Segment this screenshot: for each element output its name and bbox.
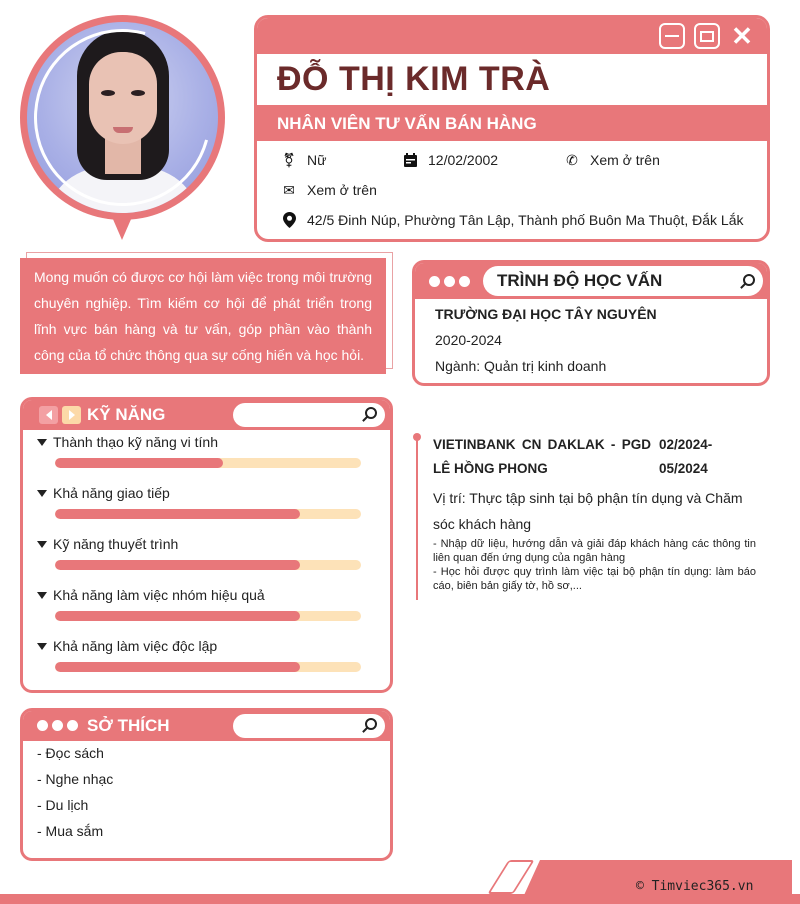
skill-label: Kỹ năng thuyết trình bbox=[53, 536, 179, 552]
hobby-item: - Nghe nhạc bbox=[37, 771, 114, 787]
email-value: Xem ở trên bbox=[307, 182, 377, 198]
hobbies-box bbox=[20, 708, 393, 861]
education-title-pill bbox=[483, 266, 763, 296]
education-titlebar bbox=[415, 263, 767, 299]
skill-bar-track bbox=[55, 458, 361, 468]
skill-bar-track bbox=[55, 509, 361, 519]
experience-date: 02/2024- 05/2024 bbox=[659, 437, 713, 476]
caret-down-icon bbox=[37, 541, 47, 548]
gender-row bbox=[281, 152, 326, 168]
window-dots bbox=[37, 720, 78, 731]
skill-bar-fill bbox=[55, 560, 300, 570]
hobbies-searchbar bbox=[233, 714, 385, 738]
skills-box bbox=[20, 397, 393, 693]
hobby-item: - Du lịch bbox=[37, 797, 89, 813]
hobbies-title: SỞ THÍCH bbox=[87, 716, 170, 735]
close-icon: ✕ bbox=[731, 20, 753, 51]
location-pin-icon bbox=[281, 212, 297, 228]
skill-label: Khả năng làm việc độc lập bbox=[53, 638, 218, 654]
caret-down-icon bbox=[37, 592, 47, 599]
skill-row bbox=[37, 434, 367, 450]
experience-company: VIETINBANK CN DAKLAK - PGD LÊ HỒNG PHONG bbox=[433, 437, 651, 476]
header-titlebar bbox=[257, 18, 767, 54]
skill-bar-fill bbox=[55, 509, 300, 519]
skill-row bbox=[37, 485, 367, 501]
objective-text: Mong muốn có được cơ hội làm việc trong môi trường chuyên nghiệp. Tìm kiếm cơ hội để phát triển trong lĩnh vực bán hàng và tư vấn, góp phần vào thành công của tổ chức thông qua sự cống hiến và học hỏi. bbox=[20, 258, 386, 374]
phone-row bbox=[564, 152, 660, 168]
skill-bar-track bbox=[55, 662, 361, 672]
birthday-value: 12/02/2002 bbox=[428, 152, 499, 168]
skills-title: KỸ NĂNG bbox=[87, 405, 166, 424]
caret-down-icon bbox=[37, 439, 47, 446]
experience-role: Vị trí: Thực tập sinh tại bộ phận tín dụng và Chăm sóc khách hàng bbox=[433, 490, 743, 532]
skill-bar-track bbox=[55, 611, 361, 621]
email-row bbox=[281, 182, 377, 198]
gender-icon: ⚧ bbox=[283, 151, 295, 168]
avatar-pin bbox=[109, 210, 135, 240]
arrow-right-icon bbox=[62, 406, 81, 424]
search-icon bbox=[743, 274, 755, 286]
skill-label: Khả năng giao tiếp bbox=[53, 485, 170, 501]
skill-row bbox=[37, 638, 367, 654]
education-school: TRƯỜNG ĐẠI HỌC TÂY NGUYÊN bbox=[435, 306, 657, 322]
skills-titlebar bbox=[23, 400, 390, 430]
education-major: Ngành: Quản trị kinh doanh bbox=[435, 358, 607, 374]
skill-item bbox=[37, 587, 367, 621]
skills-searchbar bbox=[233, 403, 385, 427]
footer-credit: © Timviec365.vn bbox=[636, 879, 754, 894]
phone-icon: ✆ bbox=[566, 151, 578, 168]
timeline-dot bbox=[413, 433, 421, 441]
address-row bbox=[281, 212, 744, 228]
candidate-name: ĐỖ THỊ KIM TRÀ bbox=[277, 60, 551, 98]
skill-row bbox=[37, 536, 367, 552]
skill-bar-fill bbox=[55, 662, 300, 672]
envelope-icon: ✉ bbox=[283, 181, 295, 198]
window-dots bbox=[429, 276, 470, 287]
search-icon bbox=[365, 718, 377, 730]
timeline-line bbox=[416, 437, 418, 600]
arrow-left-icon bbox=[39, 406, 58, 424]
education-title: TRÌNH ĐỘ HỌC VẤN bbox=[497, 271, 663, 290]
avatar-ring bbox=[2, 0, 244, 238]
caret-down-icon bbox=[37, 490, 47, 497]
skill-item bbox=[37, 536, 367, 570]
skill-row bbox=[37, 587, 367, 603]
education-years: 2020-2024 bbox=[435, 332, 502, 348]
job-title-bar bbox=[257, 105, 767, 141]
hobby-item: - Mua sắm bbox=[37, 823, 104, 839]
caret-down-icon bbox=[37, 643, 47, 650]
address-value: 42/5 Đinh Núp, Phường Tân Lập, Thành phố Buôn Ma Thuột, Đắk Lắk bbox=[307, 212, 744, 228]
skill-item bbox=[37, 485, 367, 519]
skill-label: Khả năng làm việc nhóm hiệu quả bbox=[53, 587, 265, 603]
hobby-item: - Đọc sách bbox=[37, 745, 104, 761]
calendar-icon bbox=[402, 152, 418, 168]
phone-value: Xem ở trên bbox=[590, 152, 660, 168]
skill-label: Thành thạo kỹ năng vi tính bbox=[53, 434, 218, 450]
minimize-icon bbox=[659, 23, 685, 49]
search-icon bbox=[365, 407, 377, 419]
experience-detail: - Nhập dữ liệu, hướng dẫn và giải đáp khách hàng các thông tin liên quan đến ứng dụng của ngân hàng bbox=[433, 538, 756, 564]
gender-value: Nữ bbox=[307, 152, 327, 168]
skill-item bbox=[37, 638, 367, 672]
skill-item bbox=[37, 434, 367, 468]
profile-header-card bbox=[254, 15, 770, 242]
maximize-icon bbox=[694, 23, 720, 49]
skill-bar-fill bbox=[55, 458, 223, 468]
avatar-badge bbox=[20, 15, 225, 240]
skill-bar-track bbox=[55, 560, 361, 570]
education-box bbox=[412, 260, 770, 386]
hobbies-titlebar bbox=[23, 711, 390, 741]
job-title: NHÂN VIÊN TƯ VẤN BÁN HÀNG bbox=[277, 114, 537, 133]
experience-detail: - Học hỏi được quy trình làm việc tại bộ phận tín dụng: làm báo cáo, biên bản giấy tờ, hồ sơ,... bbox=[433, 566, 756, 592]
skill-bar-fill bbox=[55, 611, 300, 621]
birthday-row bbox=[402, 152, 498, 168]
